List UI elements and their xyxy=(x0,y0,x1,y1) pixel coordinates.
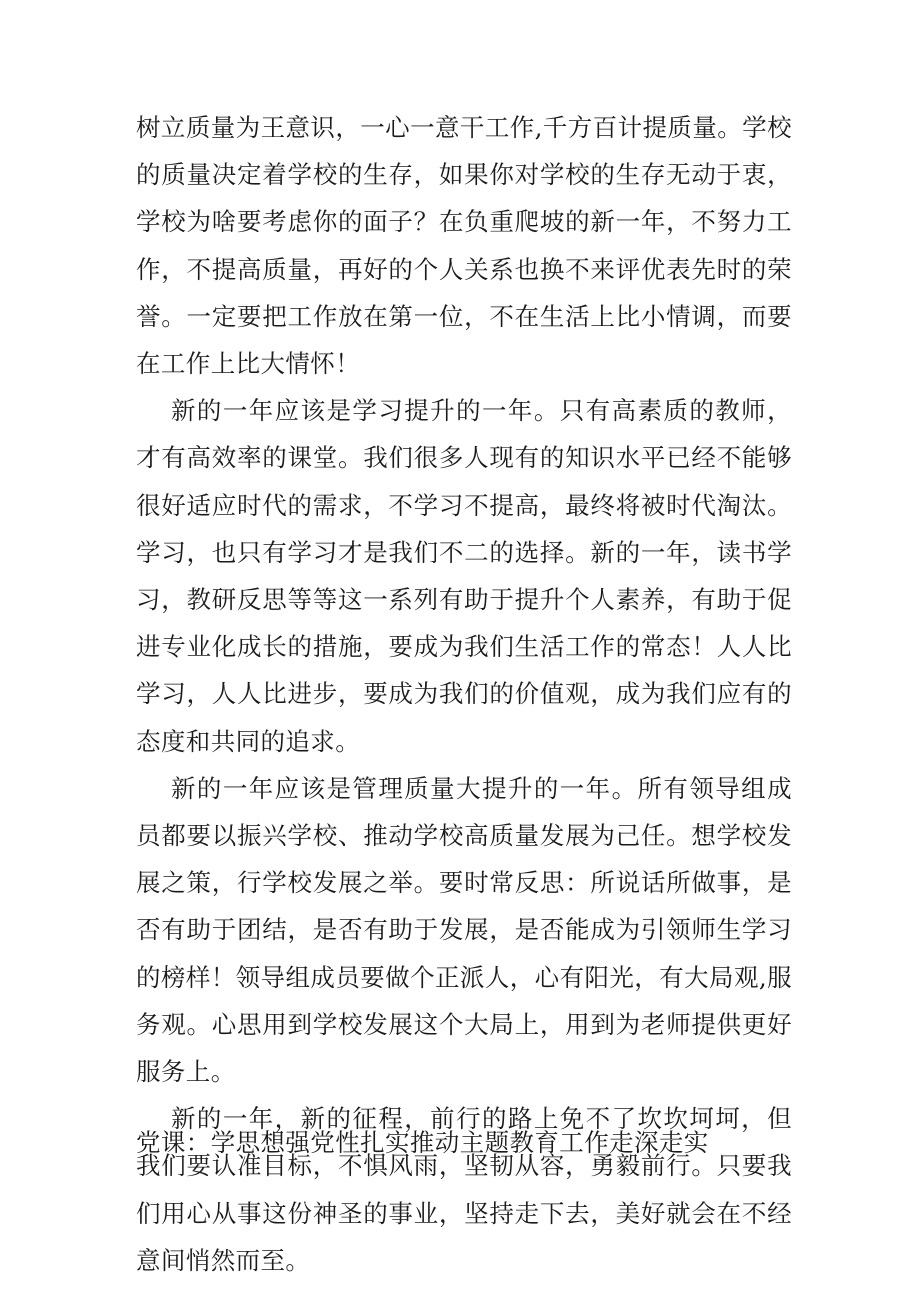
paragraph-learning-improvement: 新的一年应该是学习提升的一年。只有高素质的教师，才有高效率的课堂。我们很多人现有的知识水平已经不能够很好适应时代的需求，不学习不提高，最终将被时代淘汰。学习，也只有学习才是我们不二的选择。新的一年，读书学习，教研反思等等这一系列有助于提升个人素养，有助于促进专业化成长的措施，要成为我们生活工作的常态！人人比学习，人人比进步，要成为我们的价值观，成为我们应有的态度和共同的追求。 xyxy=(136,396,792,756)
section-title: 党课：学思想强党性扎实推动主题教育工作走深走实 xyxy=(136,1128,709,1157)
paragraph-quality-first: 树立质量为王意识，一心一意干工作,千方百计提质量。学校的质量决定着学校的生存，如果你对学校的生存无动于衷，学校为啥要考虑你的面子？在负重爬坡的新一年，不努力工作，不提高质量，再好的个人关系也换不来评优表先时的荣誉。一定要把工作放在第一位，不在生活上比小情调，而要在工作上比大情怀！ xyxy=(136,113,792,379)
document-body xyxy=(136,104,792,1284)
paragraph-management-quality: 新的一年应该是管理质量大提升的一年。所有领导组成员都要以振兴学校、推动学校高质量发展为己任。想学校发展之策，行学校发展之举。要时常反思：所说话所做事，是否有助于团结，是否有助于发展，是否能成为引领师生学习的榜样！领导组成员要做个正派人，心有阳光，有大局观,服务观。心思用到学校发展这个大局上，用到为老师提供更好服务上。 xyxy=(136,773,792,1087)
paragraph-new-journey: 新的一年，新的征程，前行的路上免不了坎坎坷坷，但我们要认准目标，不惧风雨，坚韧从容，勇毅前行。只要我们用心从事这份神圣的事业，坚持走下去，美好就会在不经意间悄然而至。 xyxy=(136,1104,792,1275)
